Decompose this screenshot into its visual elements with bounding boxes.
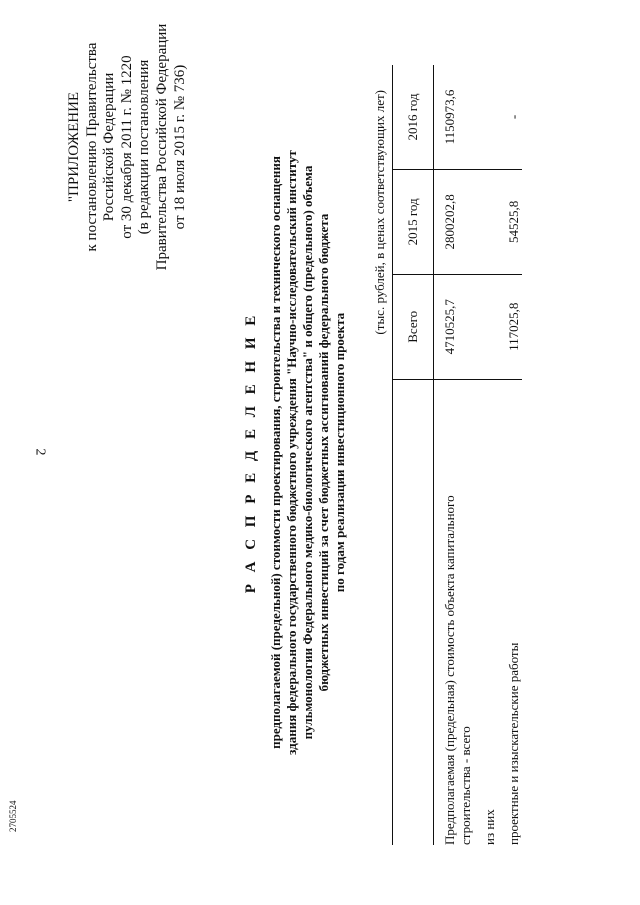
header-2015: 2015 год (393, 169, 434, 274)
appendix-line: "ПРИЛОЖЕНИЕ (66, 91, 82, 203)
appendix-line: Правительства Российской Федерации (153, 23, 170, 271)
table-row (474, 65, 498, 845)
heading-line: бюджетных инвестиций за счет бюджетных ассигнований федерального бюджета (316, 213, 331, 692)
row-name-line: проектные и изыскательские работы (506, 642, 521, 845)
heading-line: предполагаемой (предельной) стоимости проектирования, строительства и технического оснащения (268, 156, 283, 749)
appendix-line: от 30 декабря 2011 г. № 1220 (118, 55, 135, 239)
cell-2016 (474, 65, 498, 169)
header-2016: 2016 год (393, 65, 434, 169)
cell-total: 4710525,7 (434, 274, 475, 379)
document-code: 2705524 (8, 800, 18, 832)
appendix-line: (в редакции постановления (136, 59, 153, 235)
table-row (434, 65, 475, 845)
cell-2015 (474, 169, 498, 274)
row-name-line: Предполагаемая (предельная) стоимость объекта капитального (442, 495, 457, 845)
cost-table (392, 65, 522, 845)
table-row (498, 65, 522, 845)
row-name (434, 379, 475, 845)
header-total: Всего (393, 274, 434, 379)
appendix-line: от 18 июля 2015 г. № 736) (171, 64, 188, 230)
page-number: 2 (32, 448, 48, 456)
appendix-line: Российской Федерации (101, 72, 118, 222)
cell-2015: 54525,8 (498, 169, 522, 274)
row-name (498, 379, 522, 845)
cell-total: 117025,8 (498, 274, 522, 379)
heading-line: пульмонологии Федерального медико-биологического агентства" и общего (предельного) объема (300, 165, 315, 740)
row-name-line: строительства - всего (458, 726, 473, 845)
appendix-block (66, 17, 189, 277)
document-title: Р А С П Р Е Д Е Л Е Н И Е (243, 311, 259, 594)
heading-line: здания федерального государственного бюджетного учреждения "Научно-исследовательский институт (284, 150, 299, 755)
header-name (393, 379, 434, 845)
cell-2016: 1150973,6 (442, 89, 457, 145)
heading-line: по годам реализации инвестиционного проекта (332, 312, 347, 593)
cell-2015: 2800202,8 (434, 169, 475, 274)
cell-total (474, 274, 498, 379)
row-name (474, 379, 498, 845)
document-heading (268, 120, 348, 785)
cell-2016: - (506, 114, 521, 120)
table-header-row (393, 65, 434, 845)
units-note: (тыс. рублей, в ценах соответствующих лет) (372, 90, 387, 335)
appendix-line: к постановлению Правительства (83, 42, 100, 252)
row-name-line: из них (482, 809, 497, 845)
